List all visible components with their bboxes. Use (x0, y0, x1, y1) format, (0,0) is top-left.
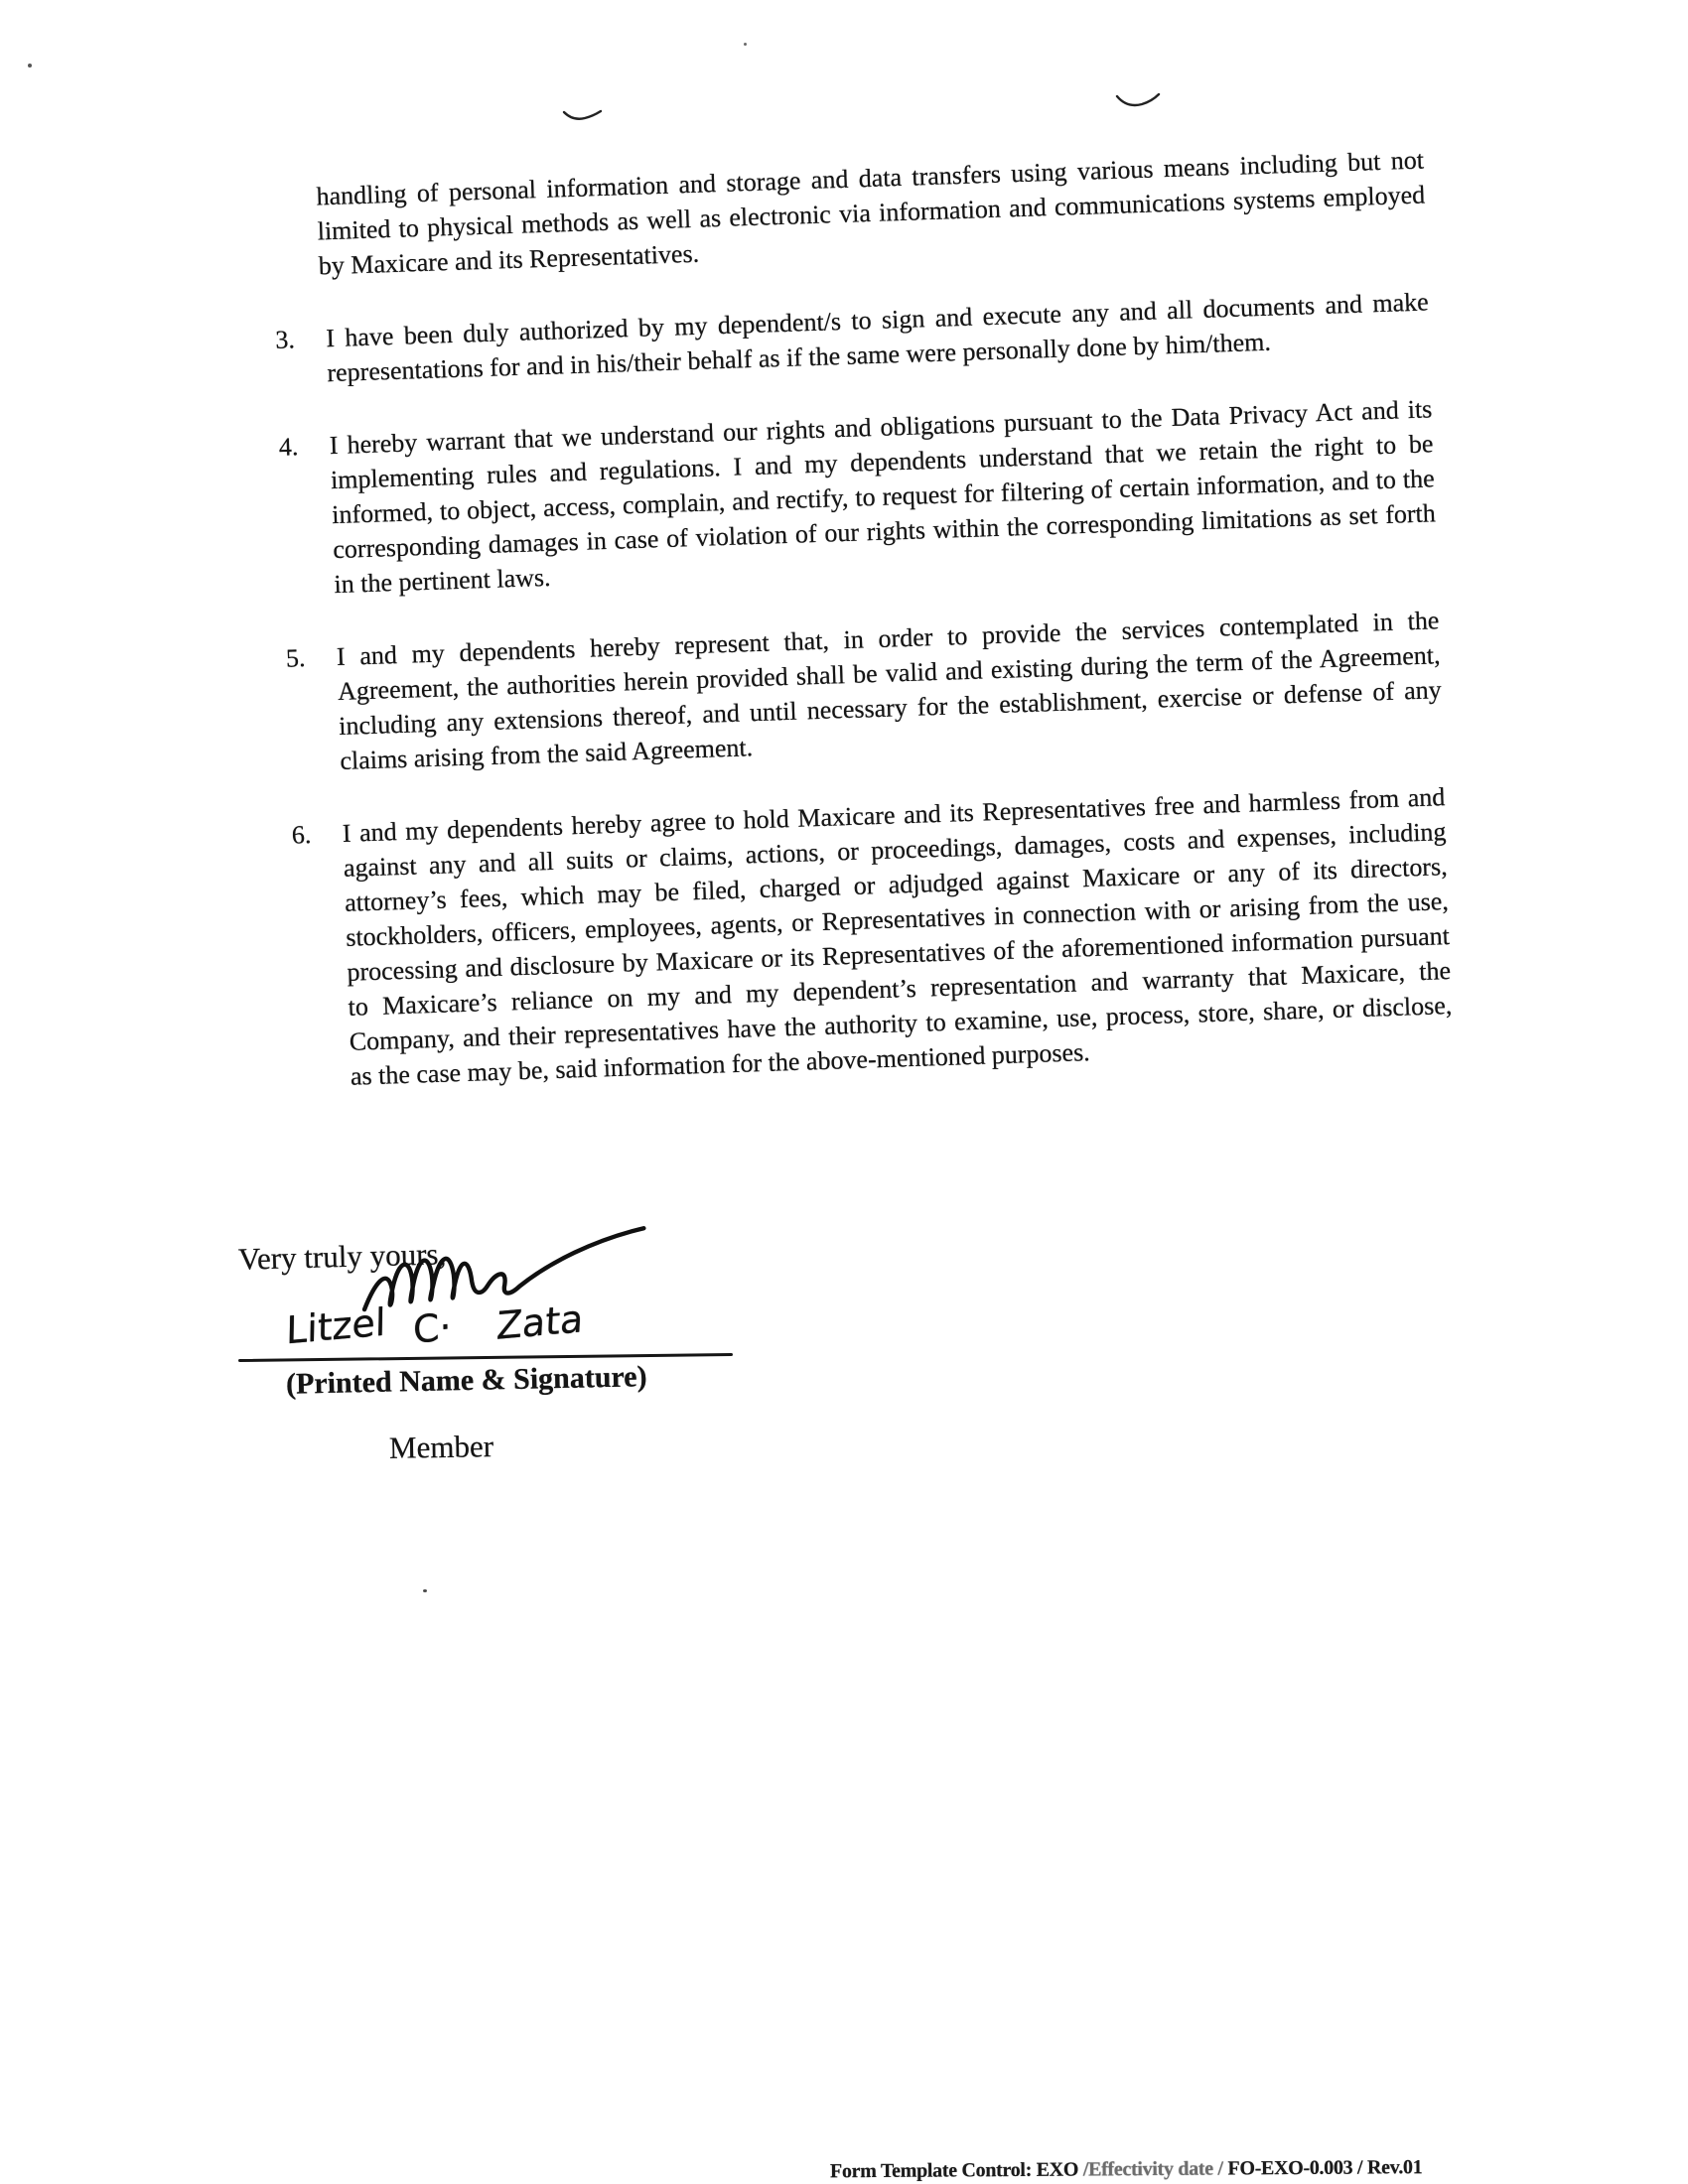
form-control-footer (830, 2156, 1485, 2184)
clause-item-3 (275, 284, 1431, 391)
scan-speck (744, 43, 747, 46)
clause-text: I have been duly authorized by my dependent/s to sign and execute any and all documents and make representations for and in his/their behalf as if the same were personally done by him/them. (325, 287, 1430, 388)
signature-caption: (Printed Name & Signature) (285, 1360, 647, 1401)
clause-number: 6. (291, 819, 312, 850)
clause-number: 5. (285, 643, 306, 673)
clause-text: I and my dependents hereby agree to hold Maxicare and its Representatives free and harmless from and against any and all suits or claims, actions, or proceedings, damages, costs and expenses, including attorney’s fees, which may be filed, charged or adjudged against Maxicare or any of its directors, stockholders, officers, employees, agents, or Representatives in connection with or arising from the use, processing and disclosure by Maxicare or its Representatives of the aforementioned information pursuant to Maxicare’s reliance on my and my dependent’s representation and warranty that Maxicare, the Company, and their representatives have the authority to examine, use, process, store, share, or disclose, as the case may be, said information for the above-mentioned purposes. (342, 782, 1453, 1091)
footer-template-control: Form Template Control: EXO (829, 2158, 1083, 2183)
clause-text: I hereby warrant that we understand our rights and obligations pursuant to the Data Privacy Act and its implementing rules and regulations. I and my dependents understand that we retain the right to be informed, to object, access, complain, and rectify, to request for filtering of certain information, and to the corresponding damages in case of violation of our rights within the corresponding limitations as set forth in the pertinent laws. (329, 394, 1437, 600)
footer-effectivity-date: /Effectivity date / (1082, 2157, 1228, 2181)
scan-speck (28, 64, 32, 68)
handwritten-middle-initial: C· (412, 1303, 453, 1353)
signature-line (238, 1353, 733, 1362)
scan-speck (423, 1589, 427, 1592)
salutation: Very truly yours, (237, 1236, 447, 1277)
signer-role: Member (388, 1429, 494, 1465)
clause-item-5 (285, 603, 1443, 779)
clause-text: I and my dependents hereby represent that, in order to provide the services contemplated in the Agreement, the authorities herein provided shall be valid and existing during the term of the Agreement, including any extensions thereof, and until necessary for the establishment, exercise or defense of any claims arising from the said Agreement. (336, 606, 1443, 775)
footer-form-code: FO-EXO-0.003 / Rev.01 (1227, 2156, 1423, 2180)
clause-item-6 (291, 779, 1454, 1095)
handwritten-last-name: Zata (495, 1297, 585, 1348)
clause-item-4 (278, 391, 1437, 603)
clause-number: 4. (278, 432, 299, 462)
letter-body (270, 142, 1454, 1095)
clause-number: 3. (274, 325, 296, 354)
scan-curl-mark (1114, 91, 1162, 111)
scan-curl-mark (562, 107, 604, 125)
handwritten-first-name: Litzel (285, 1299, 386, 1353)
clause-2-continuation: handling of personal information and storage and data transfers using various means including but not limited to physical methods as well as electronic via information and communications systems employed by Maxicare and its Representatives. (316, 145, 1426, 281)
